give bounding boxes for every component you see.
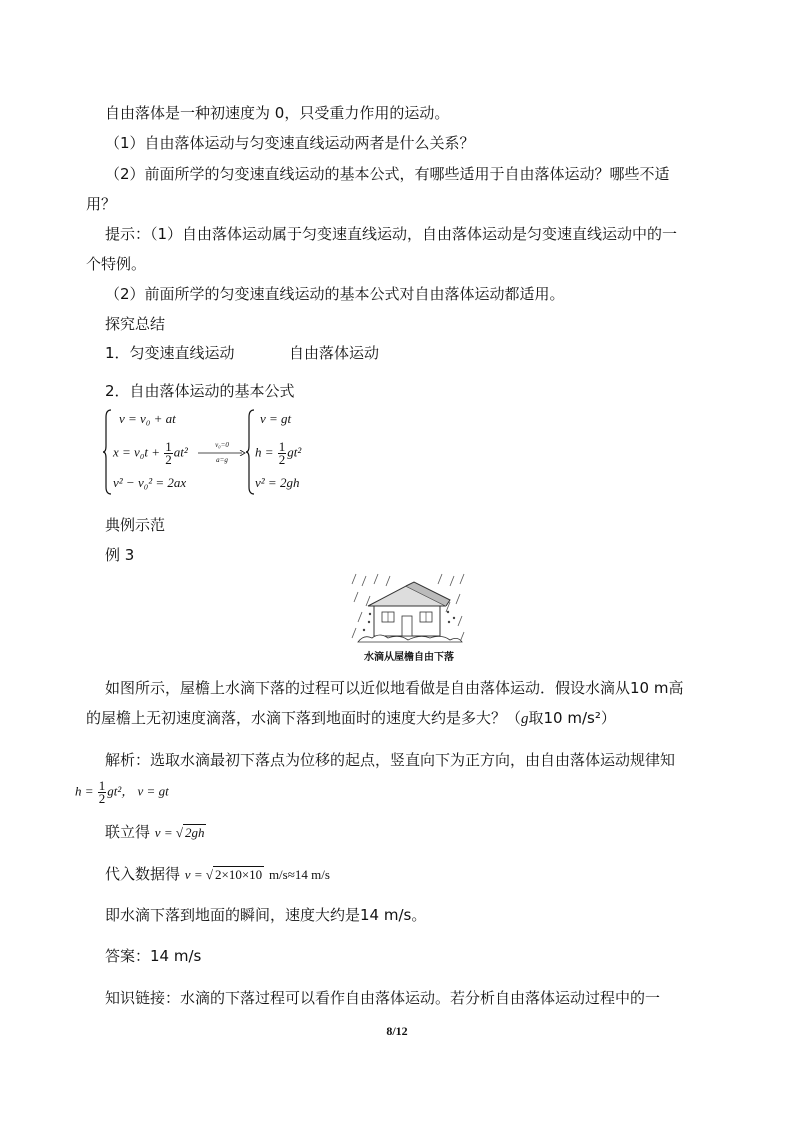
solution-formula-3: v = √ 2×10×10 <box>184 867 263 882</box>
fraction-num: 1 <box>165 439 172 454</box>
formula-left-2 <box>113 441 188 466</box>
text-line-1: 自由落体是一种初速度为 0，只受重力作用的运动。 <box>105 104 450 122</box>
text-line-18 <box>105 864 330 885</box>
solution-formula-1a: h = <box>75 783 94 799</box>
figure-caption: 水滴从屋檐自由下落 <box>364 652 454 663</box>
section-heading-summary: 探究总结 <box>105 315 166 333</box>
house-rain-figure <box>350 572 468 664</box>
text-line-14b: 取10 m/s²） <box>528 709 616 727</box>
formula-right-3: v² = 2gh <box>255 475 300 490</box>
formula-left-2b: at² <box>173 444 188 460</box>
text-line-3: （2）前面所学的匀变速直线运动的基本公式，有哪些适用于自由落体运动？哪些不适 <box>105 165 670 183</box>
text-line-18-label: 代入数据得 <box>105 865 181 883</box>
solution-formula-3a: v = <box>184 867 203 882</box>
example-label: 例 3 <box>105 546 135 564</box>
solution-formula-3-radicand: 2×10×10 <box>214 867 263 882</box>
summary-item-1-right: 自由落体运动 <box>289 344 380 362</box>
fraction-den-3: 2 <box>98 791 106 806</box>
text-line-5: 提示：（1）自由落体运动属于匀变速直线运动，自由落体运动是匀变速直线运动中的一 <box>105 225 678 243</box>
text-line-21: 知识链接：水滴的下落过程可以看作自由落体运动。若分析自由落体运动过程中的一 <box>105 989 661 1007</box>
fraction-half-2 <box>278 441 287 466</box>
formula-right-2a: h = <box>255 444 274 460</box>
fraction-half <box>164 441 173 466</box>
formula-block <box>103 407 333 495</box>
fraction-den: 2 <box>165 452 172 467</box>
text-line-13: 如图所示，屋檐上水滴下落的过程可以近似地看做是自由落体运动．假设水滴从10 m高 <box>105 679 684 697</box>
page-number: 8/12 <box>386 1024 408 1038</box>
text-line-7: （2）前面所学的匀变速直线运动的基本公式对自由落体运动都适用。 <box>105 285 565 303</box>
solution-formula-1b: gt²， v = gt <box>107 783 169 799</box>
formula-right-1: v = gt <box>260 411 292 426</box>
section-heading-example: 典例示范 <box>105 516 166 534</box>
text-line-2: （1）自由落体运动与匀变速直线运动两者是什么关系？ <box>105 134 475 152</box>
formula-right-2b: gt² <box>287 444 302 460</box>
fraction-num-3: 1 <box>98 778 106 793</box>
arrow-top-label: v₀=0 <box>215 441 229 449</box>
answer-line: 答案：14 m/s <box>105 947 202 965</box>
fraction-half-3 <box>98 780 107 805</box>
formula-right-2 <box>255 441 301 466</box>
text-line-19: 即水滴下落到地面的瞬间，速度大约是14 m/s。 <box>105 906 427 924</box>
fraction-den-2: 2 <box>278 452 286 467</box>
left-brace-icon <box>103 409 113 495</box>
summary-item-1-left: 1．匀变速直线运动 <box>105 344 235 362</box>
arrow-bottom-label: a=g <box>216 456 228 464</box>
house-rain-illustration <box>350 572 468 646</box>
text-line-14a: 的屋檐上无初速度滴落，水滴下落到地面时的速度大约是多大？（ <box>86 709 522 727</box>
text-line-14 <box>86 708 616 729</box>
solution-formula-2-radicand: 2gh <box>184 825 205 840</box>
text-line-17 <box>105 822 206 843</box>
summary-item-2: 2．自由落体运动的基本公式 <box>105 382 295 400</box>
solution-formula-1 <box>75 780 169 805</box>
arrow-condition <box>198 441 246 465</box>
text-line-17-label: 联立得 <box>105 823 151 841</box>
formula-left-2a: x = v₀t + <box>113 444 160 460</box>
fraction-num-2: 1 <box>278 439 286 454</box>
symbol-g: g <box>521 711 529 727</box>
formula-left-3: v² − v₀² = 2ax <box>113 475 187 490</box>
formula-left-1: v = v₀ + at <box>119 411 176 426</box>
text-line-18-result: m/s≈14 m/s <box>268 867 330 882</box>
text-line-4: 用？ <box>86 195 117 213</box>
text-line-15: 解析：选取水滴最初下落点为位移的起点，竖直向下为正方向，由自由落体运动规律知 <box>105 751 676 769</box>
text-line-6: 个特例。 <box>86 255 147 273</box>
solution-formula-2: v = √ 2gh <box>154 825 205 840</box>
solution-formula-2a: v = <box>154 825 173 840</box>
